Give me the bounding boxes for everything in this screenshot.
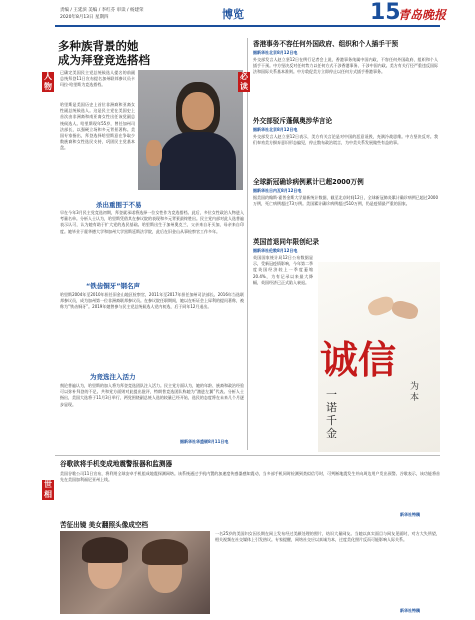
- integrity-graphic: [318, 262, 440, 452]
- right-article-3-title: 全球新冠确诊病例累计已超2000万例: [253, 178, 364, 186]
- section-name: 博览: [222, 8, 244, 21]
- bottom-article-1-title: 谷歌欲将手机变成地震警报器和监测器: [60, 460, 173, 468]
- header-date-line: 2020年8月13日 星期四: [60, 15, 109, 20]
- left-article-title-2: 成为拜登竞选搭档: [58, 53, 150, 67]
- harris-photo: [138, 70, 243, 190]
- graphic-sub-chars: 一诺千金: [326, 388, 337, 440]
- masthead-logo: 青岛晚报: [398, 8, 447, 22]
- right-article-1-title: 香港事务不容任何外国政府、组织和个人插手干预: [253, 40, 399, 48]
- badge-must-read-char-1: 必: [240, 72, 248, 81]
- bottom-photo-hair-right: [142, 539, 188, 565]
- bottom-photo-hair-left: [82, 537, 128, 563]
- left-subhead-3: 为竞选注入活力: [90, 373, 136, 381]
- graphic-big-char: 诚信: [320, 337, 397, 382]
- badge-world: [42, 480, 54, 500]
- bottom-article-1-body: 美国谷歌公司11日宣布，将利用全球安卓手机组成地震探测网络。该系统通过手机内置的加速度传感器感知震动，当多部手机同时检测到类似信号时，可判断地震发生并向周边用户发出预警。谷歌表示，该功能将首先在美国加利福尼亚州上线。: [60, 471, 440, 483]
- left-article-byline: 据新华社华盛顿8月11日电: [180, 439, 229, 444]
- right-article-2-body: 外交部发言人赵立坚12日表示，美方有关言论是对中国的恶意诋毁，充满冷战思维。中方坚决反对。我们奉劝美方摒弃意识形态偏见，停止散布政治谎言，为中美关系发展做些有益的事。: [253, 134, 438, 146]
- graphic-handshake: [360, 280, 430, 338]
- bottom-article-1-byline: 新华社特稿: [400, 512, 420, 517]
- badge-world-char-2: 相: [44, 490, 52, 499]
- bottom-article-2-body: 一名25岁的美国妇女因长期在网上发布经过美颜处理的照片，结识大量网友。当她以真实面目与网友见面时，对方大失所望，相关视频在社交媒体上引发热议。专家提醒，网络社交应以真诚为本，过度美化照片反而可能影响人际关系。: [215, 531, 440, 543]
- bottom-divider: [55, 455, 440, 456]
- header-rule: [55, 25, 440, 27]
- photo-face: [182, 92, 214, 130]
- graphic-side-text: 为本: [410, 382, 420, 403]
- left-article-lead: 已确定美国民主党总统候选人提名的前副总统拜登11日宣布提名加州联邦参议员卡玛拉·哈里斯为竞选搭档。: [60, 70, 135, 88]
- badge-world-char-1: 世: [44, 480, 52, 489]
- right-article-2-title: 外交部驳斥蓬佩奥涉华言论: [253, 117, 333, 125]
- left-article-title-1: 多种族背景的她: [58, 39, 139, 53]
- left-body-1: 早在今年3月民主党竞选初期，拜登就承诺将选择一位女性作为竞选搭档。此后，多位女性政治人物进入考量名单。分析人士认为，哈里斯凭借其在参议院的表现和多元背景最终胜出。民主党内部对此人选普遍表示认可，认为她有助于扩大党的选民基础。哈里斯出生于加州奥克兰，父亲来自牙买加，母亲来自印度。她毕业于霍华德大学和加州大学黑斯廷斯法学院，此后在旧金山从事检察官工作多年。: [60, 210, 244, 234]
- page-number: 15: [370, 0, 401, 25]
- bottom-photo: [60, 531, 210, 614]
- left-article-intro: 哈里斯是美国历史上首位非洲裔和亚裔女性副总统候选人。这是民主党在美国史上首次由非洲裔和南亚裔女性出任该党副总统候选人。哈里斯现年55岁，曾任加州司法部长，以强硬立场和多元背景著称。美国专家指出，拜登选择哈里斯意在争取少数族裔和女性选民支持，巩固民主党基本盘。: [60, 102, 135, 151]
- right-article-1-body: 外交部发言人赵立坚12日在例行记者会上说，香港事务纯属中国内政，不容任何外国政府、组织和个人插手干预。中方坚决反对任何势力以任何方式干涉香港事务、干涉中国内政。美方有关行径严重违反国际法和国际关系基本准则。中方敦促美方立即停止以任何方式插手香港事务。: [253, 57, 438, 75]
- right-article-2-byline: 据新华社北京8月12日电: [253, 127, 298, 132]
- right-article-4-body: 英国国家统计局12日公布数据显示，受新冠疫情影响，今年第二季度英国经济较上一季度萎缩20.4%，为有记录以来最大降幅，英国经济已正式陷入衰退。: [253, 255, 313, 285]
- handshake-finger-2: [390, 299, 419, 321]
- badge-people: [42, 72, 54, 92]
- badge-must-read-char-2: 读: [240, 82, 248, 91]
- column-divider: [247, 38, 248, 450]
- right-article-4-title: 英国首退同年限创纪录: [253, 238, 319, 246]
- badge-people-char-1: 人: [44, 72, 52, 81]
- right-article-3-body: 据美国约翰斯·霍普金斯大学最新统计数据，截至北京时间12日，全球新冠肺炎累计确诊病例已超过2000万例，死亡病例超过73万例。美国累计确诊病例超过510万例，仍是疫情最严重的国家。: [253, 195, 438, 207]
- right-article-3-byline: 据新华社日内瓦8月12日电: [253, 188, 302, 193]
- right-article-1-byline: 据新华社北京8月12日电: [253, 50, 298, 55]
- photo-hand: [146, 140, 162, 166]
- badge-people-char-2: 物: [44, 82, 52, 91]
- bottom-article-2-byline: 新华社特稿: [400, 608, 420, 613]
- left-subhead-2: “铁齿铜牙”钢名声: [86, 282, 141, 290]
- left-subhead-1: 杀出重围于不易: [96, 201, 142, 209]
- badge-must-read: [238, 72, 250, 92]
- header-editor-line: 责编 / 王延滨 美编 / 李红芬 审读 / 杨建荣: [60, 8, 144, 13]
- left-body-2: 哈里斯2004年至2010年担任旧金山地区检察官，2011年至2017年担任加州司法部长。2016年当选联邦参议员，成为加州第一位非洲裔联邦参议员。在参议院任职期间，她以在听证会上犀利的提问著称，被称为“铁齿铜牙”。2019年她曾参与民主党总统候选人党内初选，后于同年12月退出。: [60, 292, 244, 310]
- left-body-3: 舆论普遍认为，哈里斯的加入将为拜登竞选团队注入活力。民主党方面认为，她的年龄、族裔和政治经验可以弥补拜登的不足。共和党方面则对此提出批评，特朗普竞选团队称她为“激进左翼”代表。分析人士指出，美国大选将于11月3日举行，两党围绕副总统人选的较量已经开始，选民的态度将在未来几个月逐步显现。: [60, 383, 244, 407]
- photo-body: [160, 132, 236, 190]
- right-article-4-byline: 据新华社伦敦8月12日电: [253, 248, 298, 253]
- bottom-article-2-title: 苦征出镜 美女翻照头像成空档: [60, 521, 149, 529]
